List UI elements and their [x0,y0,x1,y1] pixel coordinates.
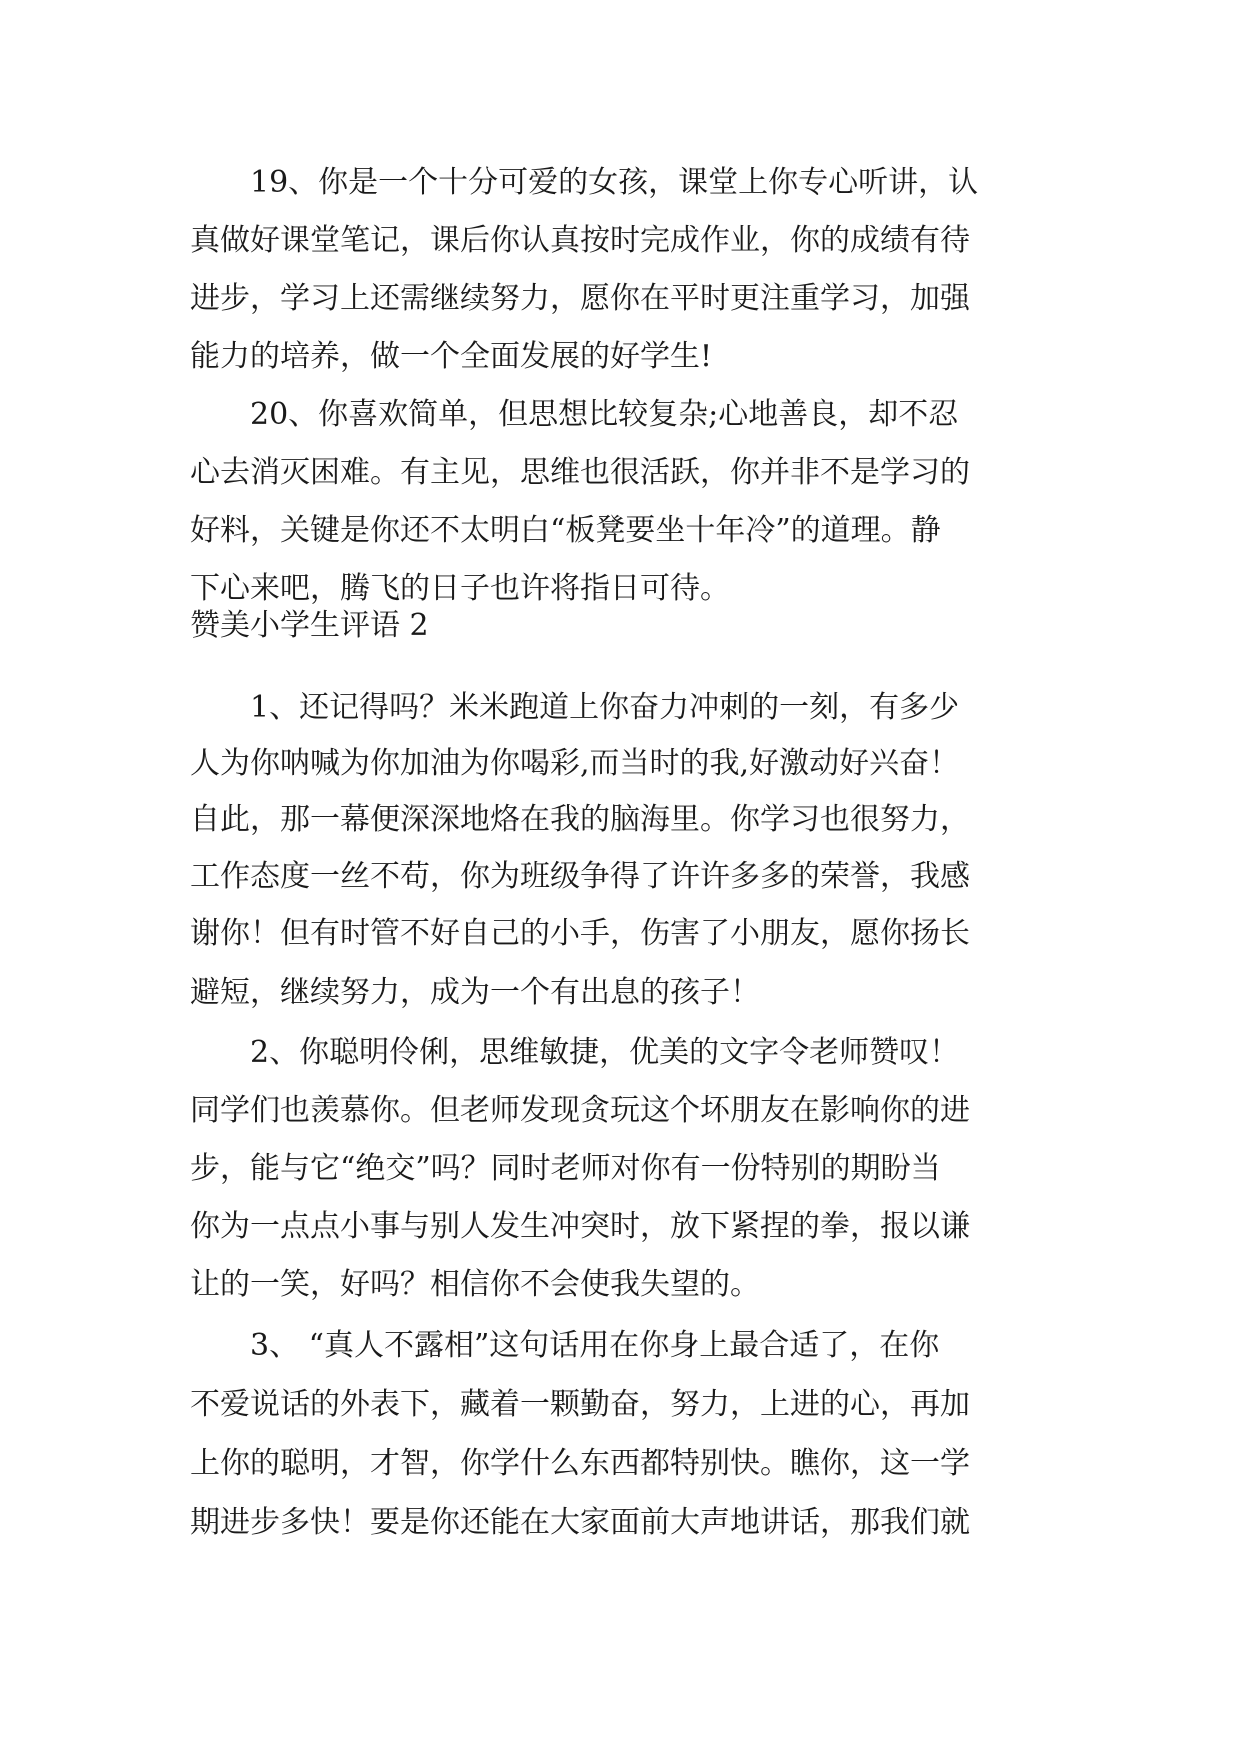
paragraph-20-line-2: 心去消灭困难。有主见，思维也很活跃，你并非不是学习的 [190,455,970,490]
paragraph-3-line-1: 3、 “真人不露相”这句话用在你身上最合适了，在你 [190,1328,940,1363]
paragraph-2-line-5: 让的一笑，好吗？相信你不会使我失望的。 [190,1267,760,1302]
paragraph-2-line-3: 步，能与它“绝交”吗？同时老师对你有一份特别的期盼当 [190,1151,941,1186]
paragraph-1-line-4: 工作态度一丝不苟，你为班级争得了许许多多的荣誉，我感 [190,859,970,894]
paragraph-19-line-3: 进步，学习上还需继续努力，愿你在平时更注重学习，加强 [190,281,970,316]
section-heading: 赞美小学生评语 2 [190,608,429,643]
paragraph-2-line-4: 你为一点点小事与别人发生冲突时，放下紧捏的拳，报以谦 [190,1209,970,1244]
paragraph-19-line-4: 能力的培养，做一个全面发展的好学生! [190,339,713,374]
paragraph-20-line-3: 好料，关键是你还不太明白“板凳要坐十年冷”的道理。静 [190,513,941,548]
paragraph-3-line-4: 期进步多快！要是你还能在大家面前大声地讲话，那我们就 [190,1505,970,1540]
paragraph-19-line-1: 19、你是一个十分可爱的女孩，课堂上你专心听讲，认 [190,165,979,200]
paragraph-20-line-1: 20、你喜欢简单，但思想比较复杂;心地善良，却不忍 [190,397,959,432]
paragraph-19-line-2: 真做好课堂笔记，课后你认真按时完成作业，你的成绩有待 [190,223,970,258]
paragraph-1-line-5: 谢你！但有时管不好自己的小手，伤害了小朋友，愿你扬长 [190,916,970,951]
paragraph-2-line-1: 2、你聪明伶俐，思维敏捷，优美的文字令老师赞叹！ [190,1035,960,1070]
paragraph-2-line-2: 同学们也羡慕你。但老师发现贪玩这个坏朋友在影响你的进 [190,1093,970,1128]
paragraph-1-line-3: 自此，那一幕便深深地烙在我的脑海里。你学习也很努力， [190,802,970,837]
paragraph-3-line-3: 上你的聪明，才智，你学什么东西都特别快。瞧你，这一学 [190,1446,970,1481]
paragraph-1-line-1: 1、还记得吗？米米跑道上你奋力冲刺的一刻，有多少 [190,690,960,725]
paragraph-1-line-2: 人为你呐喊为你加油为你喝彩,而当时的我,好激动好兴奋！ [190,746,960,781]
paragraph-3-line-2: 不爱说话的外表下，藏着一颗勤奋，努力，上进的心，再加 [190,1387,970,1422]
paragraph-20-line-4: 下心来吧，腾飞的日子也许将指日可待。 [190,571,730,606]
paragraph-1-line-6: 避短，继续努力，成为一个有出息的孩子！ [190,975,760,1010]
